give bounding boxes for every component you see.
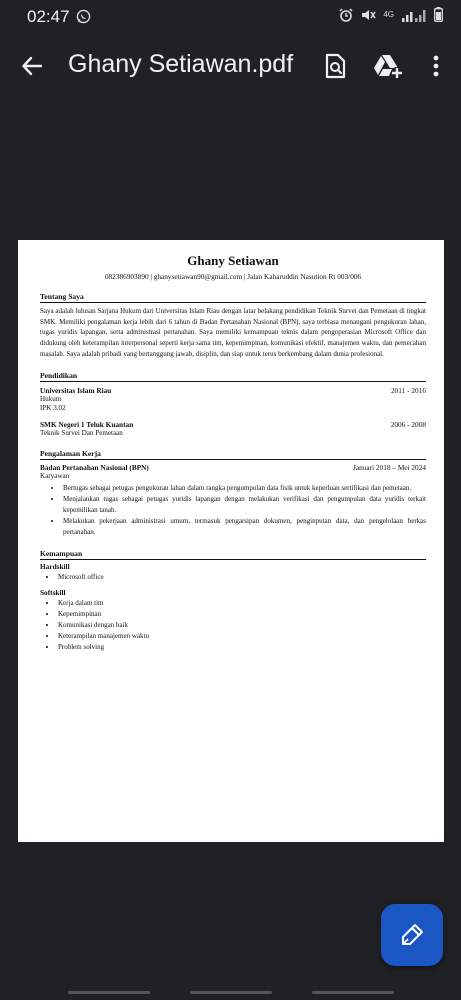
school-name: SMK Negeri 1 Teluk Kuantan xyxy=(40,419,134,429)
list-item: • Keterampilan manajemen waktu xyxy=(57,631,426,642)
school-detail: IPK 3.02 xyxy=(40,404,66,413)
network-label: 4G xyxy=(383,9,394,19)
school-name: Universitas Islam Riau xyxy=(40,385,112,395)
back-button[interactable] xyxy=(14,48,50,84)
school-years: 2011 - 2016 xyxy=(391,385,426,395)
document-title: Ghany Setiawan.pdf xyxy=(68,50,294,78)
section-education-heading: Pendidikan xyxy=(40,371,426,382)
signal-icon xyxy=(401,8,427,22)
education-item xyxy=(40,386,426,414)
edit-button[interactable] xyxy=(381,904,443,966)
list-item: • Komunikasi dengan baik xyxy=(57,620,426,631)
battery-icon xyxy=(434,7,443,22)
school-detail: Hukum xyxy=(40,394,62,403)
edit-pen-icon xyxy=(399,922,425,948)
pdf-page[interactable] xyxy=(18,240,444,842)
list-item: • Microsoft office xyxy=(57,572,426,583)
list-item: • Kerja dalam tim xyxy=(57,598,426,609)
education-item xyxy=(40,420,426,439)
employment-period: Januari 2018 – Mei 2024 xyxy=(353,463,426,473)
mute-icon xyxy=(360,8,376,22)
list-item: • Problem solving xyxy=(57,642,426,653)
section-about-heading: Tentang Saya xyxy=(40,292,426,303)
status-bar xyxy=(0,0,461,34)
list-item: • Bertugas sebagai petugas pengukuran lahan dalam rangka pengumpulan data fisik untuk keperluan sertifikasi dan pemetaan. xyxy=(62,483,426,494)
job-duties-list xyxy=(40,483,426,538)
about-text: Saya adalah lulusan Sarjana Hukum dari Universitas Islam Riau dengan latar belakang pendidikan Teknik Survei dan Pemetaan di tingkat SMK. Memiliki pengalaman kerja lebih dari 6 tahun di Badan Pertanahan Nasional (BPN), saya terbiasa menangani pengukuran lahan, tugas yuridis lapangan, serta administrasi pertanahan. Saya memiliki kemampuan teknis dalam pengoperasian Microsoft Office dan didukung oleh keterampilan interpersonal seperti kerja sama tim, kepemimpinan, komunikasi efektif, manajemen waktu, dan pemecahan masalah. Saya adalah pribadi yang bertanggung jawab, disiplin, dan siap untuk terus berkembang dalam dunia profesional. xyxy=(40,307,426,358)
more-options-button[interactable] xyxy=(424,49,448,83)
nav-home-handle[interactable] xyxy=(190,991,272,994)
add-to-drive-icon xyxy=(373,53,403,79)
add-to-drive-button[interactable] xyxy=(371,49,405,83)
status-icons xyxy=(339,7,443,22)
search-document-button[interactable] xyxy=(318,49,352,83)
nav-recents-handle[interactable] xyxy=(68,991,150,994)
softskill-heading: Softskill xyxy=(40,587,66,597)
list-item: • Kepemimpinan xyxy=(57,609,426,620)
list-item: • Menjalankan tugas sebagai petugas yuridis lapangan dengan melakukan verifikasi dan pengumpulan data yuridis terkait kepemilikan tanah. xyxy=(62,494,426,516)
resume-contact: 082386903890 | ghanysetiawan90@gmail.com | Jalan Kaharuddin Nasution Rt 003/006 xyxy=(104,272,362,281)
navigation-bar xyxy=(0,984,461,1000)
search-document-icon xyxy=(324,53,346,79)
alarm-icon xyxy=(339,8,353,22)
whatsapp-icon xyxy=(76,9,91,24)
softskill-list xyxy=(40,598,426,653)
nav-back-handle[interactable] xyxy=(312,991,394,994)
school-detail: Teknik Survei Dan Pemetaan xyxy=(40,428,123,437)
hardskill-heading: Hardskill xyxy=(40,561,70,571)
back-arrow-icon xyxy=(21,55,43,77)
section-experience-heading: Pengalaman Kerja xyxy=(40,449,426,460)
employer-name: Badan Pertanahan Nasional (BPN) xyxy=(40,463,149,473)
resume-name: Ghany Setiawan xyxy=(187,253,279,268)
job-role: Karyawan xyxy=(40,472,70,481)
app-bar xyxy=(0,34,461,98)
more-vert-icon xyxy=(433,55,439,77)
list-item: • Melakukan pekerjaan administrasi umum, termasuk pengarsipan dokumen, penginputan data, dan pengelolaan berkas pertanahan. xyxy=(62,516,426,538)
hardskill-list xyxy=(40,572,426,583)
school-years: 2006 - 2008 xyxy=(390,419,426,429)
status-time: 02:47 xyxy=(27,7,70,26)
section-skills-heading: Kemampuan xyxy=(40,549,426,560)
